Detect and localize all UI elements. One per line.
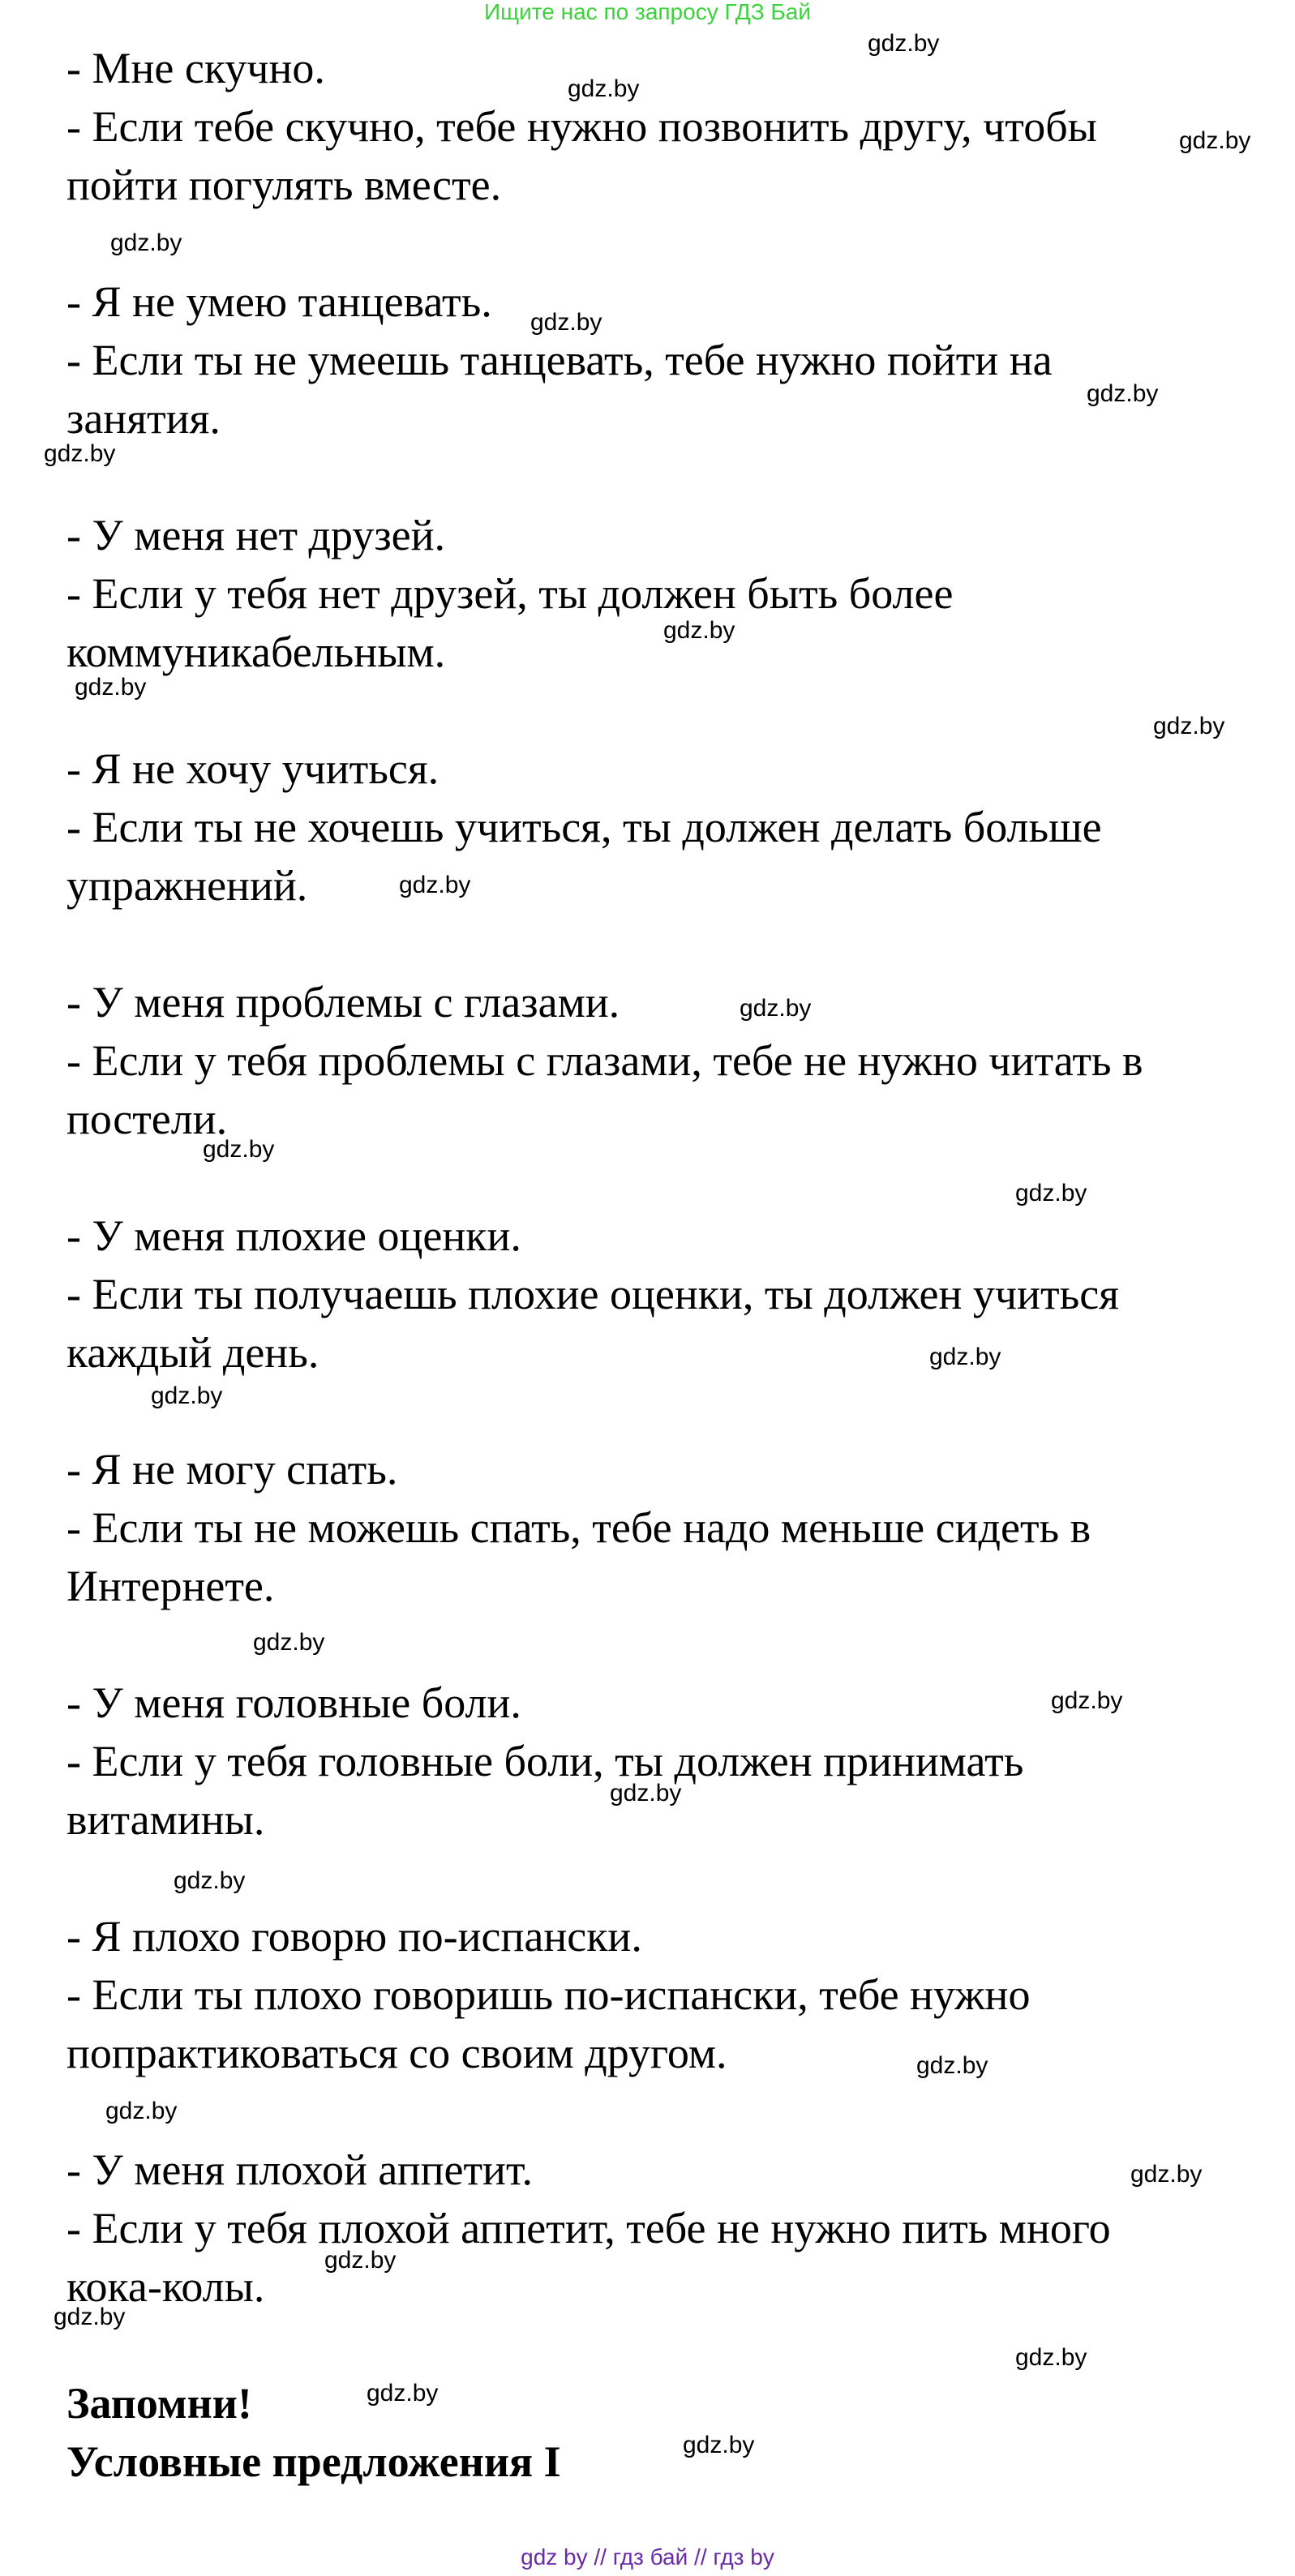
text-line: кока-колы. [66, 2262, 265, 2311]
watermark: gdz.by [105, 2098, 178, 2124]
text-line: - Если ты плохо говоришь по-испански, тебе нужно [66, 1970, 1031, 2019]
text-line: - У меня нет друзей. [66, 511, 446, 559]
watermark: gdz.by [203, 1136, 275, 1163]
text-line: - У меня плохой аппетит. [66, 2145, 533, 2194]
watermark: gdz.by [75, 674, 147, 701]
text-line: постели. [66, 1095, 228, 1143]
text-line: - Если ты получаешь плохие оценки, ты должен учиться [66, 1270, 1120, 1318]
watermark: gdz.by [929, 1344, 1001, 1370]
text-line: - Если ты не хочешь учиться, ты должен делать больше [66, 803, 1102, 851]
footer: gdz by // гдз бай // гдз by [521, 2544, 774, 2570]
watermark: gdz.by [1015, 1180, 1087, 1207]
watermark: gdz.by [740, 995, 812, 1022]
section-heading: Условные предложения I [66, 2437, 561, 2486]
text-line: коммуникабельным. [66, 628, 446, 676]
watermark: gdz.by [110, 229, 182, 256]
text-line: - Если у тебя нет друзей, ты должен быть более [66, 569, 954, 618]
text-line: - У меня проблемы с глазами. [66, 978, 620, 1027]
watermark: gdz.by [399, 872, 471, 898]
text-line: - Я не могу спать. [66, 1445, 398, 1494]
watermark: gdz.by [1153, 713, 1225, 739]
text-line: - Если ты не можешь спать, тебе надо меньше сидеть в [66, 1503, 1091, 1552]
text-line: - Если у тебя проблемы с глазами, тебе не нужно читать в [66, 1036, 1143, 1085]
text-line: - Я не умею танцевать. [66, 277, 492, 326]
watermark: gdz.by [1087, 380, 1159, 407]
watermark: gdz.by [1051, 1687, 1123, 1714]
text-line: - Если тебе скучно, тебе нужно позвонить другу, чтобы [66, 102, 1097, 151]
watermark: gdz.by [1179, 127, 1251, 154]
watermark: gdz.by [44, 440, 116, 467]
text-line: - У меня головные боли. [66, 1678, 521, 1727]
watermark: gdz.by [253, 1629, 325, 1656]
text-line: - Если у тебя плохой аппетит, тебе не нужно пить много [66, 2204, 1111, 2252]
watermark: gdz.by [151, 1382, 223, 1409]
text-line: - Я не хочу учиться. [66, 744, 440, 793]
watermark: gdz.by [54, 2304, 126, 2330]
watermark: gdz.by [367, 2380, 439, 2407]
top-banner: Ищите нас по запросу ГДЗ Бай [483, 0, 812, 24]
text-line: витамины. [66, 1795, 265, 1844]
remember-heading: Запомни! [66, 2379, 252, 2428]
text-line: - У меня плохие оценки. [66, 1211, 521, 1260]
text-line: Интернете. [66, 1562, 275, 1610]
watermark: gdz.by [868, 30, 940, 57]
watermark: gdz.by [1015, 2344, 1087, 2371]
watermark: gdz.by [683, 2432, 755, 2458]
text-line: занятия. [66, 394, 221, 443]
watermark: gdz.by [174, 1867, 246, 1894]
text-line: - Если ты не умеешь танцевать, тебе нужно пойти на [66, 336, 1053, 384]
watermark: gdz.by [610, 1780, 682, 1807]
watermark: gdz.by [1130, 2161, 1203, 2188]
watermark: gdz.by [530, 309, 602, 336]
text-line: пойти погулять вместе. [66, 161, 502, 209]
watermark: gdz.by [324, 2247, 397, 2274]
text-line: - Мне скучно. [66, 44, 325, 92]
text-line: попрактиковаться со своим другом. [66, 2029, 727, 2077]
text-line: упражнений. [66, 861, 308, 910]
watermark: gdz.by [568, 75, 640, 102]
text-line: - Я плохо говорю по-испански. [66, 1912, 642, 1961]
text-line: каждый день. [66, 1328, 319, 1377]
watermark: gdz.by [663, 617, 735, 644]
watermark: gdz.by [916, 2052, 988, 2079]
text-line: - Если у тебя головные боли, ты должен принимать [66, 1737, 1024, 1785]
